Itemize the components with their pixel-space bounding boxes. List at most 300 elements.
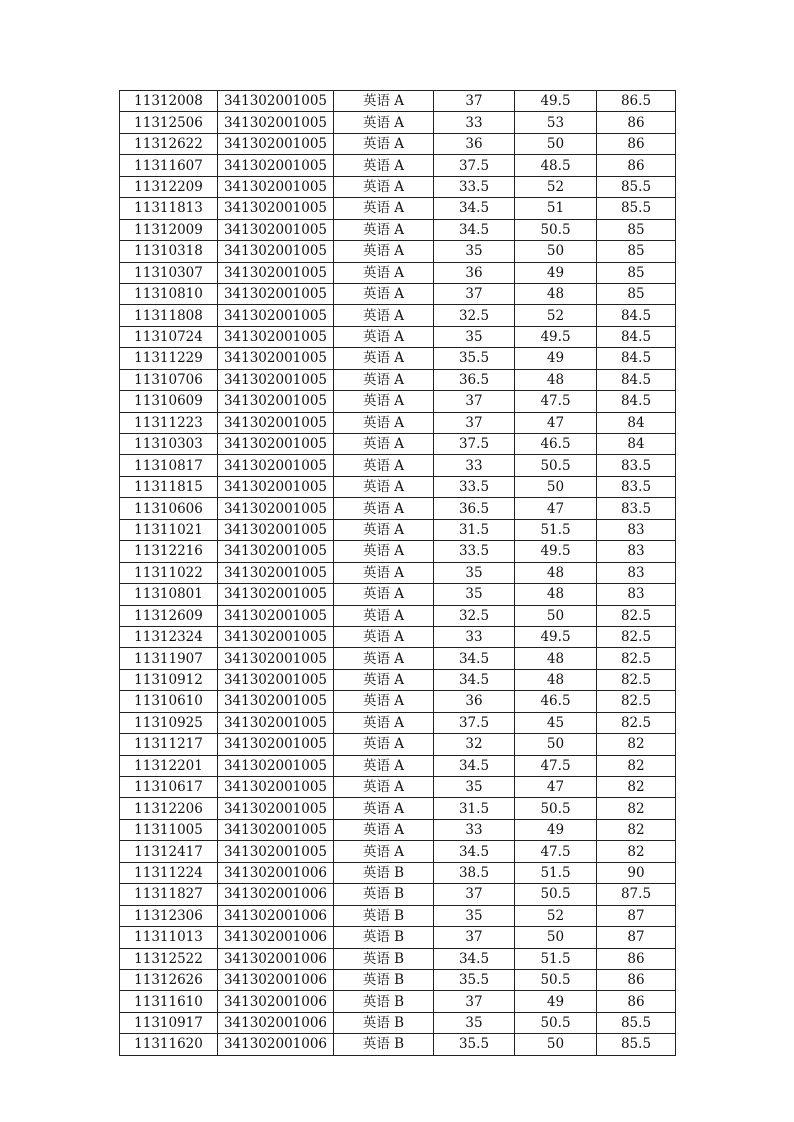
table-row bbox=[120, 712, 676, 733]
score-2-cell: 49 bbox=[515, 348, 597, 369]
exam-id-cell: 11312201 bbox=[120, 755, 218, 776]
score-1-cell: 33 bbox=[434, 455, 515, 476]
position-code-cell: 341302001005 bbox=[218, 819, 334, 840]
exam-id-cell: 11312206 bbox=[120, 798, 218, 819]
table-row bbox=[120, 734, 676, 755]
exam-id-cell: 11311229 bbox=[120, 348, 218, 369]
position-code-cell: 341302001005 bbox=[218, 455, 334, 476]
exam-id-cell: 11310817 bbox=[120, 455, 218, 476]
total-score-cell: 82.5 bbox=[597, 691, 676, 712]
exam-id-cell: 11311223 bbox=[120, 412, 218, 433]
total-score-cell: 82 bbox=[597, 798, 676, 819]
position-code-cell: 341302001005 bbox=[218, 691, 334, 712]
total-score-cell: 86 bbox=[597, 155, 676, 176]
table-row bbox=[120, 241, 676, 262]
table-row bbox=[120, 648, 676, 669]
score-2-cell: 50 bbox=[515, 1034, 597, 1055]
total-score-cell: 85.5 bbox=[597, 198, 676, 219]
score-1-cell: 37 bbox=[434, 91, 515, 112]
score-2-cell: 50.5 bbox=[515, 455, 597, 476]
subject-cell: 英语 A bbox=[334, 305, 434, 326]
total-score-cell: 86 bbox=[597, 969, 676, 990]
subject-cell: 英语 A bbox=[334, 241, 434, 262]
score-2-cell: 50 bbox=[515, 927, 597, 948]
table-row bbox=[120, 412, 676, 433]
exam-id-cell: 11312626 bbox=[120, 969, 218, 990]
total-score-cell: 85.5 bbox=[597, 176, 676, 197]
table-row bbox=[120, 626, 676, 647]
position-code-cell: 341302001005 bbox=[218, 112, 334, 133]
exam-id-cell: 11311620 bbox=[120, 1034, 218, 1055]
position-code-cell: 341302001005 bbox=[218, 476, 334, 497]
exam-id-cell: 11310606 bbox=[120, 498, 218, 519]
score-1-cell: 34.5 bbox=[434, 841, 515, 862]
total-score-cell: 84 bbox=[597, 434, 676, 455]
score-1-cell: 35 bbox=[434, 905, 515, 926]
table-row bbox=[120, 1034, 676, 1055]
exam-id-cell: 11310912 bbox=[120, 669, 218, 690]
score-1-cell: 37 bbox=[434, 283, 515, 304]
score-1-cell: 35.5 bbox=[434, 969, 515, 990]
score-1-cell: 35.5 bbox=[434, 1034, 515, 1055]
table-row bbox=[120, 305, 676, 326]
subject-cell: 英语 A bbox=[334, 455, 434, 476]
score-1-cell: 37.5 bbox=[434, 712, 515, 733]
position-code-cell: 341302001005 bbox=[218, 412, 334, 433]
position-code-cell: 341302001005 bbox=[218, 712, 334, 733]
exam-id-cell: 11311827 bbox=[120, 884, 218, 905]
position-code-cell: 341302001005 bbox=[218, 326, 334, 347]
subject-cell: 英语 A bbox=[334, 734, 434, 755]
subject-cell: 英语 A bbox=[334, 519, 434, 540]
position-code-cell: 341302001005 bbox=[218, 798, 334, 819]
table-row bbox=[120, 133, 676, 154]
score-2-cell: 48 bbox=[515, 283, 597, 304]
score-1-cell: 33.5 bbox=[434, 476, 515, 497]
exam-id-cell: 11311217 bbox=[120, 734, 218, 755]
score-table bbox=[119, 90, 676, 1056]
table-row bbox=[120, 391, 676, 412]
score-table-body bbox=[120, 91, 676, 1056]
exam-id-cell: 11310917 bbox=[120, 1012, 218, 1033]
score-2-cell: 46.5 bbox=[515, 691, 597, 712]
exam-id-cell: 11310303 bbox=[120, 434, 218, 455]
total-score-cell: 84 bbox=[597, 412, 676, 433]
total-score-cell: 86.5 bbox=[597, 91, 676, 112]
total-score-cell: 86 bbox=[597, 133, 676, 154]
subject-cell: 英语 A bbox=[334, 712, 434, 733]
table-row bbox=[120, 112, 676, 133]
total-score-cell: 82.5 bbox=[597, 669, 676, 690]
position-code-cell: 341302001006 bbox=[218, 969, 334, 990]
total-score-cell: 87.5 bbox=[597, 884, 676, 905]
position-code-cell: 341302001005 bbox=[218, 133, 334, 154]
total-score-cell: 83 bbox=[597, 562, 676, 583]
position-code-cell: 341302001005 bbox=[218, 155, 334, 176]
table-row bbox=[120, 605, 676, 626]
total-score-cell: 82.5 bbox=[597, 648, 676, 669]
score-2-cell: 47.5 bbox=[515, 391, 597, 412]
table-row bbox=[120, 348, 676, 369]
subject-cell: 英语 A bbox=[334, 434, 434, 455]
position-code-cell: 341302001006 bbox=[218, 862, 334, 883]
position-code-cell: 341302001005 bbox=[218, 777, 334, 798]
total-score-cell: 82 bbox=[597, 819, 676, 840]
score-2-cell: 50.5 bbox=[515, 884, 597, 905]
subject-cell: 英语 B bbox=[334, 927, 434, 948]
score-2-cell: 50 bbox=[515, 605, 597, 626]
subject-cell: 英语 A bbox=[334, 412, 434, 433]
position-code-cell: 341302001005 bbox=[218, 584, 334, 605]
table-row bbox=[120, 176, 676, 197]
score-2-cell: 48.5 bbox=[515, 155, 597, 176]
position-code-cell: 341302001005 bbox=[218, 391, 334, 412]
score-1-cell: 35 bbox=[434, 777, 515, 798]
position-code-cell: 341302001005 bbox=[218, 734, 334, 755]
exam-id-cell: 11311813 bbox=[120, 198, 218, 219]
table-row bbox=[120, 691, 676, 712]
position-code-cell: 341302001005 bbox=[218, 369, 334, 390]
subject-cell: 英语 B bbox=[334, 969, 434, 990]
table-row bbox=[120, 777, 676, 798]
score-2-cell: 48 bbox=[515, 648, 597, 669]
score-1-cell: 32.5 bbox=[434, 605, 515, 626]
score-2-cell: 50 bbox=[515, 734, 597, 755]
score-1-cell: 33 bbox=[434, 112, 515, 133]
subject-cell: 英语 A bbox=[334, 626, 434, 647]
position-code-cell: 341302001005 bbox=[218, 605, 334, 626]
score-2-cell: 49 bbox=[515, 819, 597, 840]
subject-cell: 英语 A bbox=[334, 819, 434, 840]
table-row bbox=[120, 91, 676, 112]
table-row bbox=[120, 948, 676, 969]
position-code-cell: 341302001005 bbox=[218, 562, 334, 583]
score-1-cell: 37 bbox=[434, 991, 515, 1012]
table-row bbox=[120, 455, 676, 476]
table-row bbox=[120, 562, 676, 583]
subject-cell: 英语 A bbox=[334, 541, 434, 562]
score-1-cell: 37 bbox=[434, 884, 515, 905]
exam-id-cell: 11310610 bbox=[120, 691, 218, 712]
subject-cell: 英语 A bbox=[334, 198, 434, 219]
subject-cell: 英语 A bbox=[334, 133, 434, 154]
exam-id-cell: 11312008 bbox=[120, 91, 218, 112]
table-row bbox=[120, 755, 676, 776]
position-code-cell: 341302001005 bbox=[218, 648, 334, 669]
exam-id-cell: 11312506 bbox=[120, 112, 218, 133]
subject-cell: 英语 A bbox=[334, 648, 434, 669]
table-row bbox=[120, 798, 676, 819]
subject-cell: 英语 B bbox=[334, 1012, 434, 1033]
total-score-cell: 85.5 bbox=[597, 1034, 676, 1055]
subject-cell: 英语 A bbox=[334, 777, 434, 798]
position-code-cell: 341302001006 bbox=[218, 1034, 334, 1055]
subject-cell: 英语 B bbox=[334, 884, 434, 905]
position-code-cell: 341302001005 bbox=[218, 176, 334, 197]
score-1-cell: 31.5 bbox=[434, 798, 515, 819]
score-1-cell: 35 bbox=[434, 241, 515, 262]
position-code-cell: 341302001005 bbox=[218, 348, 334, 369]
subject-cell: 英语 A bbox=[334, 155, 434, 176]
score-1-cell: 33.5 bbox=[434, 176, 515, 197]
subject-cell: 英语 A bbox=[334, 283, 434, 304]
table-row bbox=[120, 1012, 676, 1033]
total-score-cell: 85.5 bbox=[597, 1012, 676, 1033]
score-1-cell: 32.5 bbox=[434, 305, 515, 326]
table-row bbox=[120, 819, 676, 840]
total-score-cell: 83 bbox=[597, 519, 676, 540]
score-2-cell: 50 bbox=[515, 476, 597, 497]
total-score-cell: 82.5 bbox=[597, 605, 676, 626]
score-1-cell: 36.5 bbox=[434, 369, 515, 390]
score-1-cell: 37 bbox=[434, 391, 515, 412]
score-1-cell: 34.5 bbox=[434, 198, 515, 219]
score-2-cell: 50.5 bbox=[515, 798, 597, 819]
total-score-cell: 85 bbox=[597, 241, 676, 262]
total-score-cell: 84.5 bbox=[597, 326, 676, 347]
table-row bbox=[120, 991, 676, 1012]
score-2-cell: 50.5 bbox=[515, 1012, 597, 1033]
table-row bbox=[120, 841, 676, 862]
table-row bbox=[120, 969, 676, 990]
subject-cell: 英语 A bbox=[334, 498, 434, 519]
score-2-cell: 47.5 bbox=[515, 841, 597, 862]
subject-cell: 英语 A bbox=[334, 391, 434, 412]
table-row bbox=[120, 198, 676, 219]
table-row bbox=[120, 219, 676, 240]
exam-id-cell: 11311607 bbox=[120, 155, 218, 176]
total-score-cell: 82 bbox=[597, 734, 676, 755]
score-2-cell: 49.5 bbox=[515, 541, 597, 562]
exam-id-cell: 11312306 bbox=[120, 905, 218, 926]
score-2-cell: 49.5 bbox=[515, 91, 597, 112]
score-2-cell: 51 bbox=[515, 198, 597, 219]
score-2-cell: 47 bbox=[515, 498, 597, 519]
exam-id-cell: 11312417 bbox=[120, 841, 218, 862]
subject-cell: 英语 A bbox=[334, 176, 434, 197]
table-row bbox=[120, 498, 676, 519]
score-2-cell: 48 bbox=[515, 562, 597, 583]
score-2-cell: 49 bbox=[515, 262, 597, 283]
total-score-cell: 82.5 bbox=[597, 626, 676, 647]
table-row bbox=[120, 905, 676, 926]
table-row bbox=[120, 369, 676, 390]
position-code-cell: 341302001005 bbox=[218, 541, 334, 562]
exam-id-cell: 11312522 bbox=[120, 948, 218, 969]
total-score-cell: 84.5 bbox=[597, 391, 676, 412]
position-code-cell: 341302001005 bbox=[218, 669, 334, 690]
score-1-cell: 36 bbox=[434, 691, 515, 712]
total-score-cell: 82 bbox=[597, 841, 676, 862]
score-1-cell: 37.5 bbox=[434, 434, 515, 455]
exam-id-cell: 11312622 bbox=[120, 133, 218, 154]
score-2-cell: 48 bbox=[515, 369, 597, 390]
score-2-cell: 52 bbox=[515, 176, 597, 197]
subject-cell: 英语 A bbox=[334, 691, 434, 712]
score-2-cell: 52 bbox=[515, 905, 597, 926]
exam-id-cell: 11311005 bbox=[120, 819, 218, 840]
subject-cell: 英语 A bbox=[334, 219, 434, 240]
score-2-cell: 50 bbox=[515, 133, 597, 154]
total-score-cell: 84.5 bbox=[597, 348, 676, 369]
score-1-cell: 34.5 bbox=[434, 648, 515, 669]
score-1-cell: 32 bbox=[434, 734, 515, 755]
total-score-cell: 83.5 bbox=[597, 498, 676, 519]
score-2-cell: 45 bbox=[515, 712, 597, 733]
table-row bbox=[120, 519, 676, 540]
exam-id-cell: 11312324 bbox=[120, 626, 218, 647]
position-code-cell: 341302001005 bbox=[218, 498, 334, 519]
subject-cell: 英语 A bbox=[334, 562, 434, 583]
position-code-cell: 341302001006 bbox=[218, 927, 334, 948]
subject-cell: 英语 B bbox=[334, 862, 434, 883]
exam-id-cell: 11310706 bbox=[120, 369, 218, 390]
score-1-cell: 38.5 bbox=[434, 862, 515, 883]
table-row bbox=[120, 155, 676, 176]
position-code-cell: 341302001005 bbox=[218, 283, 334, 304]
subject-cell: 英语 B bbox=[334, 1034, 434, 1055]
total-score-cell: 83 bbox=[597, 541, 676, 562]
subject-cell: 英语 A bbox=[334, 584, 434, 605]
total-score-cell: 87 bbox=[597, 905, 676, 926]
total-score-cell: 84.5 bbox=[597, 305, 676, 326]
table-row bbox=[120, 283, 676, 304]
position-code-cell: 341302001005 bbox=[218, 305, 334, 326]
exam-id-cell: 11312216 bbox=[120, 541, 218, 562]
subject-cell: 英语 A bbox=[334, 476, 434, 497]
exam-id-cell: 11310810 bbox=[120, 283, 218, 304]
score-2-cell: 52 bbox=[515, 305, 597, 326]
total-score-cell: 86 bbox=[597, 991, 676, 1012]
score-1-cell: 35 bbox=[434, 584, 515, 605]
total-score-cell: 82.5 bbox=[597, 712, 676, 733]
subject-cell: 英语 A bbox=[334, 326, 434, 347]
score-2-cell: 47.5 bbox=[515, 755, 597, 776]
table-row bbox=[120, 669, 676, 690]
exam-id-cell: 11310609 bbox=[120, 391, 218, 412]
score-1-cell: 31.5 bbox=[434, 519, 515, 540]
exam-id-cell: 11312009 bbox=[120, 219, 218, 240]
table-row bbox=[120, 927, 676, 948]
position-code-cell: 341302001005 bbox=[218, 262, 334, 283]
table-row bbox=[120, 584, 676, 605]
score-2-cell: 51.5 bbox=[515, 862, 597, 883]
exam-id-cell: 11312609 bbox=[120, 605, 218, 626]
score-1-cell: 33 bbox=[434, 819, 515, 840]
subject-cell: 英语 A bbox=[334, 755, 434, 776]
total-score-cell: 83.5 bbox=[597, 476, 676, 497]
position-code-cell: 341302001006 bbox=[218, 1012, 334, 1033]
position-code-cell: 341302001005 bbox=[218, 755, 334, 776]
exam-id-cell: 11310925 bbox=[120, 712, 218, 733]
position-code-cell: 341302001005 bbox=[218, 519, 334, 540]
position-code-cell: 341302001005 bbox=[218, 198, 334, 219]
exam-id-cell: 11311815 bbox=[120, 476, 218, 497]
total-score-cell: 83.5 bbox=[597, 455, 676, 476]
table-row bbox=[120, 862, 676, 883]
subject-cell: 英语 B bbox=[334, 948, 434, 969]
position-code-cell: 341302001005 bbox=[218, 841, 334, 862]
score-1-cell: 35 bbox=[434, 1012, 515, 1033]
score-1-cell: 36.5 bbox=[434, 498, 515, 519]
exam-id-cell: 11311224 bbox=[120, 862, 218, 883]
score-1-cell: 35 bbox=[434, 562, 515, 583]
table-row bbox=[120, 476, 676, 497]
exam-id-cell: 11310617 bbox=[120, 777, 218, 798]
score-1-cell: 37 bbox=[434, 412, 515, 433]
exam-id-cell: 11310307 bbox=[120, 262, 218, 283]
exam-id-cell: 11310318 bbox=[120, 241, 218, 262]
score-2-cell: 49.5 bbox=[515, 626, 597, 647]
score-2-cell: 49.5 bbox=[515, 326, 597, 347]
exam-id-cell: 11311907 bbox=[120, 648, 218, 669]
table-row bbox=[120, 326, 676, 347]
total-score-cell: 86 bbox=[597, 948, 676, 969]
position-code-cell: 341302001005 bbox=[218, 241, 334, 262]
subject-cell: 英语 A bbox=[334, 112, 434, 133]
score-1-cell: 37 bbox=[434, 927, 515, 948]
subject-cell: 英语 A bbox=[334, 841, 434, 862]
score-1-cell: 33.5 bbox=[434, 541, 515, 562]
score-1-cell: 34.5 bbox=[434, 755, 515, 776]
position-code-cell: 341302001006 bbox=[218, 905, 334, 926]
subject-cell: 英语 A bbox=[334, 262, 434, 283]
exam-id-cell: 11311808 bbox=[120, 305, 218, 326]
subject-cell: 英语 A bbox=[334, 91, 434, 112]
exam-id-cell: 11310724 bbox=[120, 326, 218, 347]
score-2-cell: 47 bbox=[515, 777, 597, 798]
score-2-cell: 47 bbox=[515, 412, 597, 433]
score-2-cell: 50.5 bbox=[515, 219, 597, 240]
score-2-cell: 46.5 bbox=[515, 434, 597, 455]
exam-id-cell: 11311610 bbox=[120, 991, 218, 1012]
table-row bbox=[120, 884, 676, 905]
table-row bbox=[120, 541, 676, 562]
total-score-cell: 90 bbox=[597, 862, 676, 883]
total-score-cell: 85 bbox=[597, 219, 676, 240]
position-code-cell: 341302001006 bbox=[218, 991, 334, 1012]
score-1-cell: 34.5 bbox=[434, 669, 515, 690]
total-score-cell: 86 bbox=[597, 112, 676, 133]
exam-id-cell: 11310801 bbox=[120, 584, 218, 605]
score-2-cell: 53 bbox=[515, 112, 597, 133]
score-2-cell: 51.5 bbox=[515, 948, 597, 969]
score-1-cell: 34.5 bbox=[434, 219, 515, 240]
subject-cell: 英语 A bbox=[334, 348, 434, 369]
position-code-cell: 341302001006 bbox=[218, 948, 334, 969]
total-score-cell: 85 bbox=[597, 283, 676, 304]
total-score-cell: 82 bbox=[597, 777, 676, 798]
score-2-cell: 51.5 bbox=[515, 519, 597, 540]
total-score-cell: 82 bbox=[597, 755, 676, 776]
exam-id-cell: 11311021 bbox=[120, 519, 218, 540]
table-row bbox=[120, 434, 676, 455]
position-code-cell: 341302001005 bbox=[218, 626, 334, 647]
exam-id-cell: 11312209 bbox=[120, 176, 218, 197]
score-1-cell: 34.5 bbox=[434, 948, 515, 969]
subject-cell: 英语 A bbox=[334, 669, 434, 690]
score-2-cell: 49 bbox=[515, 991, 597, 1012]
position-code-cell: 341302001006 bbox=[218, 884, 334, 905]
score-2-cell: 50 bbox=[515, 241, 597, 262]
subject-cell: 英语 A bbox=[334, 369, 434, 390]
subject-cell: 英语 A bbox=[334, 605, 434, 626]
score-2-cell: 50.5 bbox=[515, 969, 597, 990]
position-code-cell: 341302001005 bbox=[218, 219, 334, 240]
subject-cell: 英语 B bbox=[334, 905, 434, 926]
exam-id-cell: 11311013 bbox=[120, 927, 218, 948]
position-code-cell: 341302001005 bbox=[218, 91, 334, 112]
